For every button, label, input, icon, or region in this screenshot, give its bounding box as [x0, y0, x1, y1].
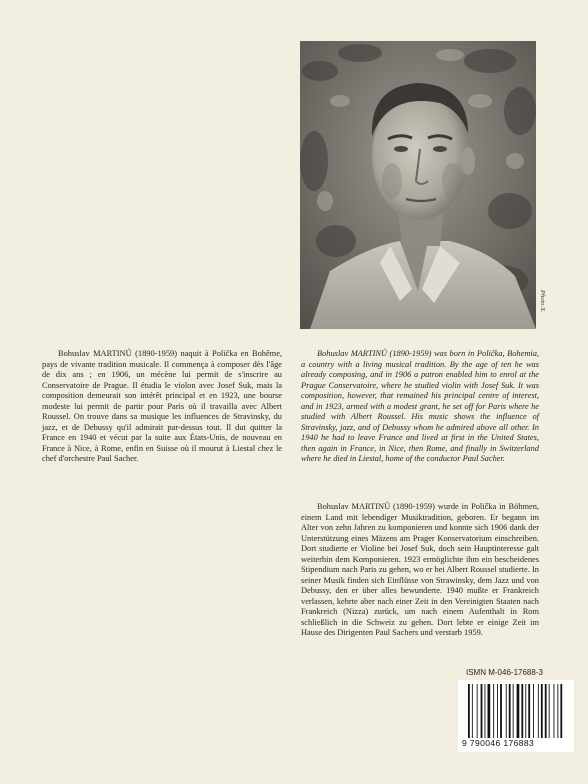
- ismn-number: ISMN M-046-17688-3: [466, 668, 543, 677]
- biography-german: [301, 502, 539, 639]
- barcode: [458, 680, 574, 752]
- barcode-bars: [468, 684, 564, 738]
- biography-english-text: Bohuslav MARTINŮ (1890-1959) was born in Polička, Bohemia, a country with a living musical tradition. By the age of ten he was already composing, and in 1906 a patron enabled him to enrol at the Prague Conservatoire, where he studied violin with Josef Suk. It was composition, however, that remained his principal centre of interest, and in 1923, armed with a modest grant, he set off for Paris where he studied with Albert Roussel. His music shows the influence of Stravinsky, jazz, and of Debussy whom he admired above all other. In 1940 he had to leave France and lived at first in the United States, then again in France, in Nice, then Rome, and finally in Switzerland where he died in Liestal, home of the conductor Paul Sacher.: [301, 349, 539, 463]
- biography-german-text: Bohuslav MARTINŮ (1890-1959) wurde in Polička in Böhmen, einem Land mit lebendiger Musiktradition, geboren. Er begann im Alter von zehn Jahren zu komponieren und konnte sich 1906 dank der Unterstützung eines Mäzens am Prager Konservatorium einschreiben. Dort studierte er Violine bei Josef Suk, doch sein Hauptinteresse galt weiterhin dem Komponieren. 1923 ermöglichte ihm ein bescheidenes Stipendium nach Paris zu gehen, wo er bei Albert Roussel studierte. In seiner Musik finden sich Einflüsse von Strawinsky, dem Jazz und von Debussy, den er über alles bewunderte. 1940 mußte er Frankreich verlassen, kehrte aber nach einer Zeit in den Vereinigten Staaten nach Frankreich (Nizza) zurück, um nach einem Aufenthalt in Rom schließlich in die Schweiz zu gehen. Dort lebte er einige Zeit im Hause des Dirigenten Paul Sachers und verstarb 1959.: [301, 502, 539, 637]
- biography-french-text: Bohuslav MARTINŮ (1890-1959) naquit à Polička en Bohême, pays de vivante tradition musicale. Il commença à composer dès l'âge de dix ans ; en 1906, un mécène lui permit de s'inscrire au Conservatoire de Prague. Il étudia le violon avec Josef Suk, mais la composition demeurait son intérêt principal et en 1923, une bourse modeste lui permit de partir pour Paris où il travailla avec Albert Roussel. On trouve dans sa musique les influences de Stravinsky, du jazz, et de Debussy qu'il admirait par-dessus tout. Il dut quitter la France en 1940 et vécut par la suite aux États-Unis, de nouveau en France à Nice, à Rome, enfin en Suisse où il mourut à Liestal chez le chef d'orchestre Paul Sacher.: [42, 349, 282, 463]
- barcode-digits: 9 790046 176883: [462, 738, 535, 748]
- biography-french: [42, 349, 282, 465]
- photo-credit: Photo X.: [539, 290, 546, 313]
- composer-portrait-photo: [300, 41, 536, 329]
- biography-english: [301, 349, 539, 465]
